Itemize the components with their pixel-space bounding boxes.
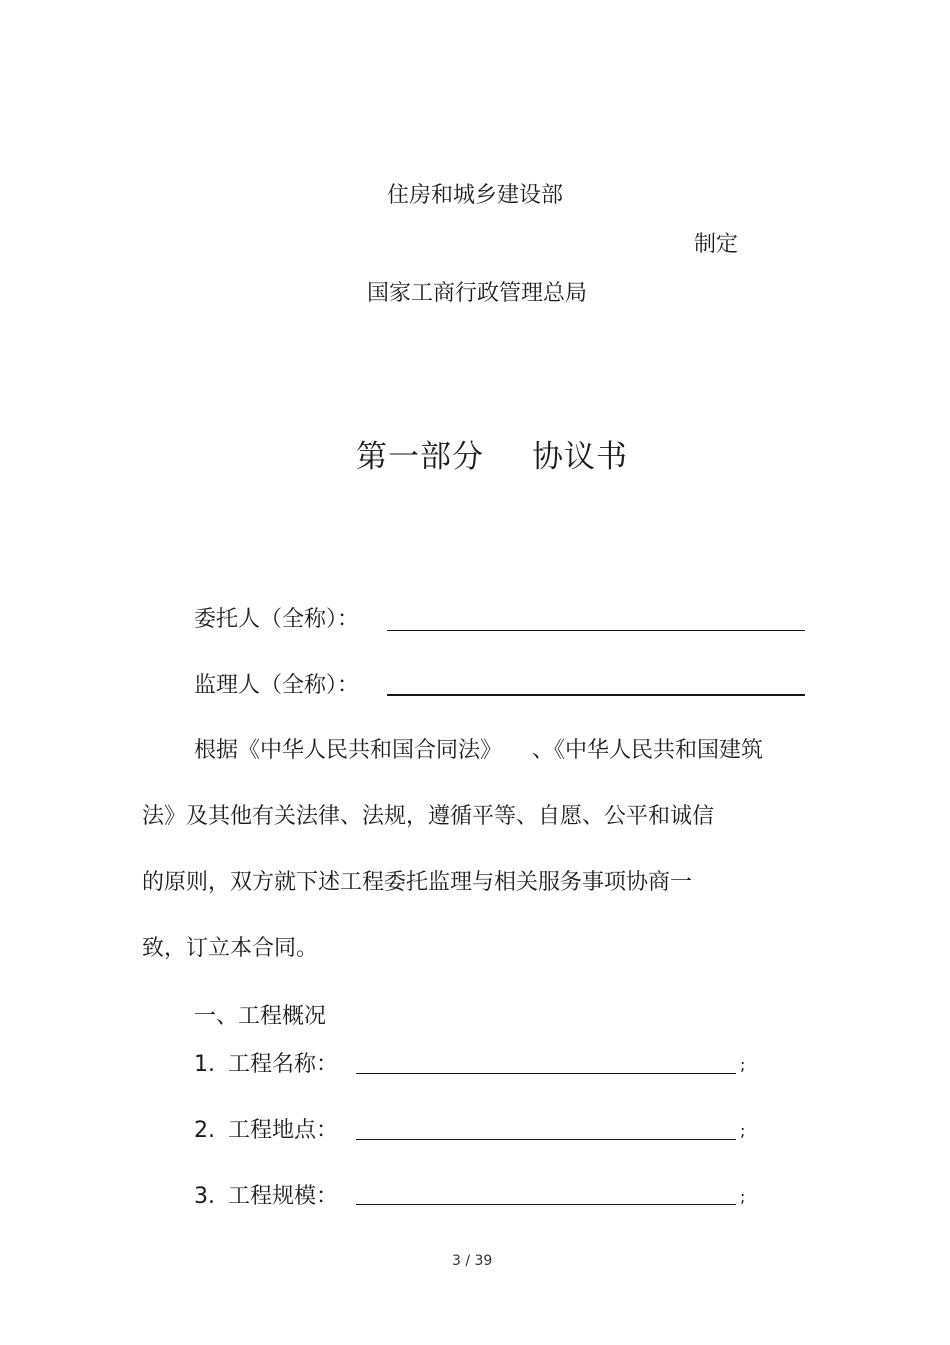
section-title: 一、工程概况 <box>194 1004 327 1029</box>
item-end-mark: ; <box>740 1187 746 1206</box>
supervisor-name-blank[interactable] <box>387 694 805 696</box>
issuer-made-label: 制定 <box>694 232 739 257</box>
client-name-blank[interactable] <box>387 630 805 631</box>
project-name-blank[interactable] <box>356 1073 736 1074</box>
preamble-line-2: 法》及其他有关法律、法规，遵循平等、自愿、公平和诚信 <box>142 804 715 829</box>
page-number: 3 / 39 <box>452 1253 493 1269</box>
item-end-mark: ; <box>740 1121 746 1140</box>
item-number: 1. <box>194 1052 215 1077</box>
project-location-label: 工程地点： <box>228 1118 339 1143</box>
supervisor-label: 监理人（全称）： <box>194 673 360 698</box>
issuer-moh: 住房和城乡建设部 <box>387 183 564 208</box>
issuer-saic: 国家工商行政管理总局 <box>367 281 588 306</box>
preamble-line-4: 致，订立本合同。 <box>142 936 319 961</box>
part-title: 协议书 <box>532 439 628 475</box>
preamble-line-1a: 根据《中华人民共和国合同法》 <box>194 738 503 763</box>
project-name-label: 工程名称： <box>228 1052 339 1077</box>
item-end-mark: ; <box>740 1055 746 1074</box>
item-number: 2. <box>194 1118 215 1143</box>
client-label: 委托人（全称）： <box>194 607 360 632</box>
preamble-line-1b: 、《中华人民共和国建筑 <box>532 738 764 763</box>
project-scale-blank[interactable] <box>356 1204 736 1205</box>
item-number: 3. <box>194 1184 215 1209</box>
preamble-line-3: 的原则，双方就下述工程委托监理与相关服务事项协商一 <box>142 870 693 895</box>
project-location-blank[interactable] <box>356 1139 736 1140</box>
project-scale-label: 工程规模： <box>228 1184 339 1209</box>
part-heading: 第一部分 <box>356 439 484 475</box>
